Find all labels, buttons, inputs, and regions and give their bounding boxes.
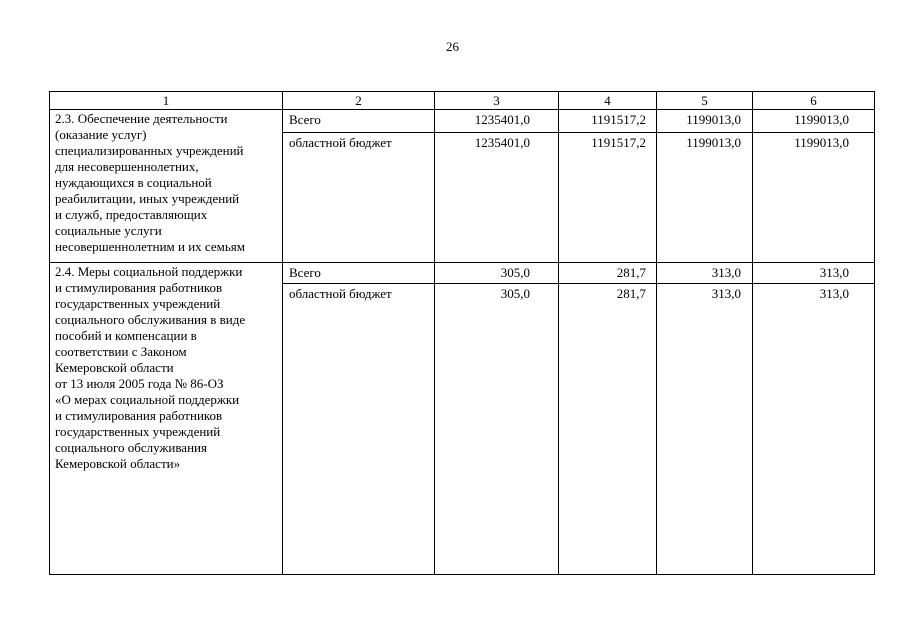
row-description	[50, 263, 283, 575]
column-header-4: 4	[559, 92, 657, 110]
column-header-1: 1	[50, 92, 283, 110]
value-col-3: 305,0	[435, 284, 559, 575]
row-description-text: 2.3. Обеспечение деятельности (оказание услуг) специализированных учреждений для несовершеннолетних, нуждающихся в социальной реабилитации, иных учреждений и служб, предоставляющих социальные услуги несовершеннолетним и их семьям	[55, 111, 245, 254]
value-col-6: 1199013,0	[753, 133, 875, 263]
value-col-3: 1235401,0	[435, 133, 559, 263]
page-number: 26	[446, 39, 459, 54]
value-col-6: 313,0	[753, 284, 875, 575]
column-header-3: 3	[435, 92, 559, 110]
value-col-4: 281,7	[559, 263, 657, 284]
value-col-4: 1191517,2	[559, 133, 657, 263]
column-header-5: 5	[657, 92, 753, 110]
column-header-2: 2	[283, 92, 435, 110]
funding-source: Всего	[283, 110, 435, 133]
funding-source: областной бюджет	[283, 284, 435, 575]
value-col-5: 1199013,0	[657, 110, 753, 133]
value-col-6: 313,0	[753, 263, 875, 284]
value-col-4: 1191517,2	[559, 110, 657, 133]
value-col-6: 1199013,0	[753, 110, 875, 133]
value-col-5: 1199013,0	[657, 133, 753, 263]
value-col-5: 313,0	[657, 284, 753, 575]
column-header-6: 6	[753, 92, 875, 110]
value-col-3: 1235401,0	[435, 110, 559, 133]
funding-source: областной бюджет	[283, 133, 435, 263]
budget-table	[49, 91, 875, 575]
table-row	[50, 263, 875, 284]
value-col-4: 281,7	[559, 284, 657, 575]
table-header-row	[50, 92, 875, 110]
value-col-3: 305,0	[435, 263, 559, 284]
row-description-text: 2.4. Меры социальной поддержки и стимулирования работников государственных учреждений социального обслуживания в виде пособий и компенсации в соответствии с Законом Кемеровской области от 13 июля 2005 года № 86-ОЗ «О мерах социальной поддержки и стимулирования работников государственных учреждений социального обслуживания Кемеровской области»	[55, 264, 246, 471]
funding-source: Всего	[283, 263, 435, 284]
value-col-5: 313,0	[657, 263, 753, 284]
table-row	[50, 110, 875, 133]
row-description	[50, 110, 283, 263]
